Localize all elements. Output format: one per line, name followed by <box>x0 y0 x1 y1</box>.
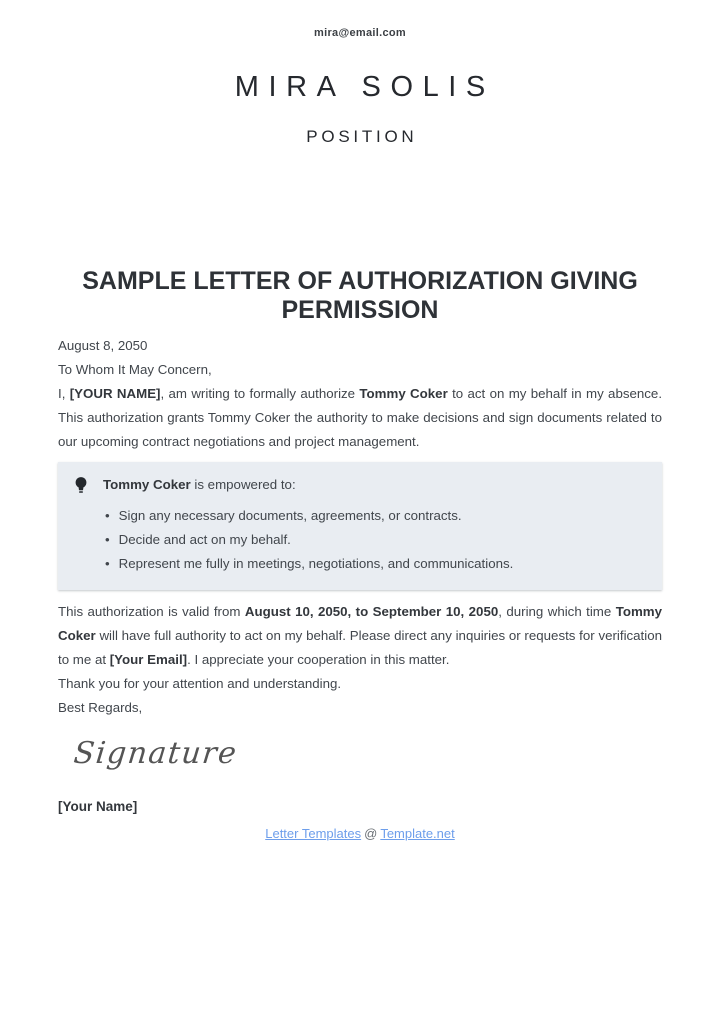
signature-script: Signature <box>72 736 240 771</box>
paragraph-authorization: I, [YOUR NAME], am writing to formally authorize Tommy Coker to act on my behalf in my absence. This authorization grants Tommy Coker the authority to make decisions and sign documents related to our upcoming contract negotiations and project management. <box>58 386 663 449</box>
callout-bullet: • Sign any necessary documents, agreements, or contracts. <box>105 504 644 528</box>
closing-line-regards: Best Regards, <box>58 700 143 715</box>
letter-templates-link[interactable]: Letter Templates <box>265 826 362 841</box>
callout-box <box>58 462 662 590</box>
callout-bullet-list <box>105 504 644 576</box>
letter-body <box>58 334 662 814</box>
letterhead-name: MIRA SOLIS <box>234 71 495 103</box>
closing-line-thanks: Thank you for your attention and understanding. <box>58 676 342 691</box>
at-separator: @ <box>364 826 378 841</box>
letterhead-position: POSITION <box>306 127 418 146</box>
callout-heading-text: Tommy Coker is empowered to: <box>103 477 296 492</box>
template-net-link[interactable]: Template.net <box>380 826 455 841</box>
callout-bullet: • Decide and act on my behalf. <box>105 528 644 552</box>
signer-name: [Your Name] <box>58 799 138 814</box>
footer-credit <box>0 826 720 841</box>
callout-bullet: • Represent me fully in meetings, negotiations, and communications. <box>105 552 644 576</box>
salutation: To Whom It May Concern, <box>58 362 212 377</box>
paragraph-validity: This authorization is valid from August 10, 2050, to September 10, 2050, during which time Tommy Coker will have full authority to act on my behalf. Please direct any inquiries or requests for verification to me at [Your Email]. I appreciate your cooperation in this matter. <box>58 604 662 667</box>
lightbulb-icon <box>74 476 88 495</box>
date-line: August 8, 2050 <box>58 338 148 353</box>
letterhead-email: mira@email.com <box>314 27 406 39</box>
letter-title: SAMPLE LETTER OF AUTHORIZATION GIVING PERMISSION <box>82 267 638 324</box>
callout-heading <box>74 474 644 496</box>
